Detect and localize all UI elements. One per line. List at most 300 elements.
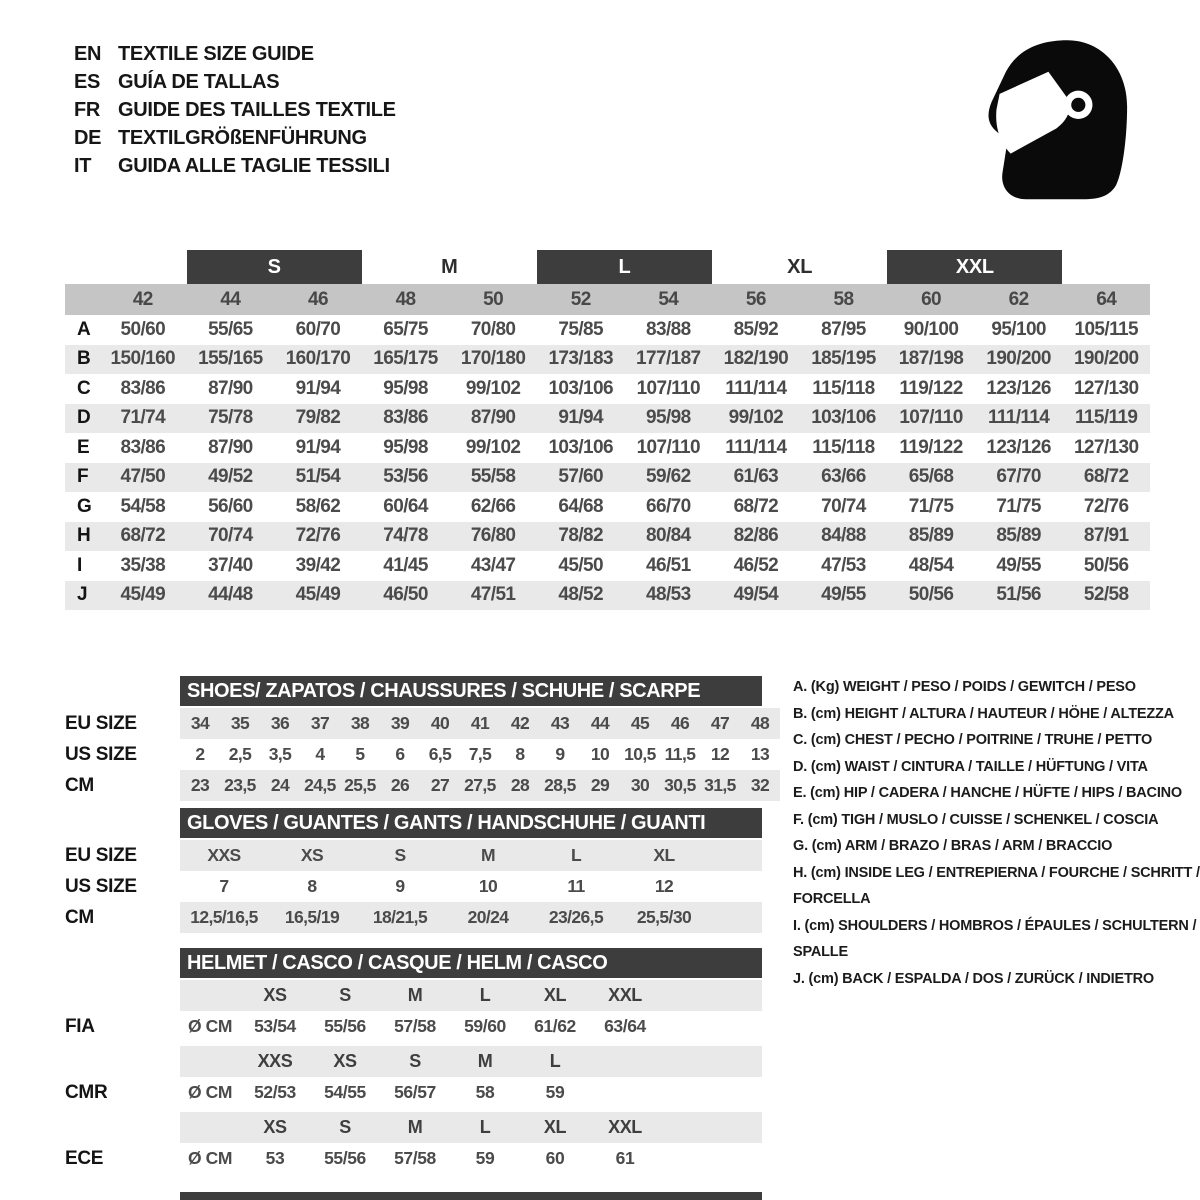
helmet-section bbox=[65, 948, 780, 1178]
value-cell: 78/82 bbox=[558, 525, 603, 547]
value-cell: 85/89 bbox=[996, 525, 1041, 547]
value-cell: 30,5 bbox=[664, 775, 696, 795]
value-cell: 39 bbox=[390, 713, 410, 733]
value-grid bbox=[180, 708, 780, 739]
value-cell: 55/58 bbox=[470, 466, 516, 488]
value-cell: 190/200 bbox=[986, 348, 1051, 370]
value-cell: 185/195 bbox=[811, 348, 876, 370]
value-cell: 119/122 bbox=[899, 436, 963, 458]
row-label: CM bbox=[65, 906, 94, 928]
size-label-cell: L bbox=[549, 1051, 561, 1071]
value-cell: 28 bbox=[510, 775, 530, 795]
value-cell: 48/53 bbox=[646, 584, 691, 606]
value-cell: 13 bbox=[750, 744, 770, 764]
size-band-row bbox=[65, 250, 1150, 284]
size-number-cell: 42 bbox=[132, 288, 153, 310]
value-cell: 38 bbox=[350, 713, 370, 733]
measurement-row bbox=[65, 404, 1150, 434]
language-code: FR bbox=[74, 99, 101, 121]
value-cell: 23/26,5 bbox=[548, 907, 604, 927]
legend-item: A. (Kg) WEIGHT / PESO / POIDS / GEWITCH / PESO bbox=[793, 679, 1136, 695]
language-row bbox=[74, 96, 396, 124]
diameter-unit-cell: Ø CM bbox=[187, 1082, 233, 1102]
row-label: B bbox=[77, 348, 91, 370]
size-row bbox=[65, 770, 780, 801]
value-cell: 82/86 bbox=[733, 525, 779, 547]
value-grid bbox=[180, 1148, 720, 1169]
size-band-m: M bbox=[441, 255, 458, 278]
value-cell: 107/110 bbox=[636, 436, 700, 458]
value-cell: M bbox=[481, 845, 495, 865]
value-cell: 47/50 bbox=[120, 466, 166, 488]
value-grid bbox=[180, 871, 762, 902]
value-cell: 10 bbox=[590, 744, 610, 764]
value-cell: 66/70 bbox=[646, 495, 691, 517]
value-cell: 65/68 bbox=[908, 466, 954, 488]
value-cell: 84/88 bbox=[821, 525, 866, 547]
value-cell: 75/78 bbox=[208, 407, 253, 429]
value-cell: 83/86 bbox=[383, 407, 428, 429]
value-grid bbox=[180, 1082, 720, 1103]
value-cell: 127/130 bbox=[1073, 436, 1139, 458]
value-cell: 177/187 bbox=[636, 348, 701, 370]
value-cell: 123/126 bbox=[986, 436, 1051, 458]
value-cell: 23 bbox=[190, 775, 210, 795]
value-cell: 51/54 bbox=[295, 466, 341, 488]
value-cell: 68/72 bbox=[1083, 466, 1129, 488]
gloves-section-header: GLOVES / GUANTES / GANTS / HANDSCHUHE / GUANTI bbox=[180, 808, 762, 838]
legend-item: C. (cm) CHEST / PECHO / POITRINE / TRUHE / PETTO bbox=[793, 732, 1153, 748]
value-cell: 87/95 bbox=[821, 318, 866, 340]
value-cell: 52/58 bbox=[1083, 584, 1129, 606]
legend-item: G. (cm) ARM / BRAZO / BRAS / ARM / BRACCIO bbox=[793, 838, 1113, 854]
value-cell: 7,5 bbox=[468, 744, 492, 764]
value-cell: 173/183 bbox=[548, 348, 613, 370]
measurement-row bbox=[65, 551, 1150, 581]
value-cell: 70/80 bbox=[470, 318, 516, 340]
gloves-section bbox=[65, 808, 780, 933]
standard-label: ECE bbox=[65, 1147, 104, 1169]
shoes-section bbox=[65, 676, 780, 801]
gloves-rows bbox=[65, 840, 780, 933]
value-cell: 16,5/19 bbox=[284, 907, 340, 927]
diameter-unit-cell: Ø CM bbox=[187, 1148, 233, 1168]
value-cell: 27,5 bbox=[464, 775, 496, 795]
value-cell: 43/47 bbox=[470, 554, 516, 576]
value-cell: 150/160 bbox=[110, 348, 176, 370]
value-cell: 46/51 bbox=[646, 554, 691, 576]
value-cell: 57/58 bbox=[394, 1016, 436, 1036]
value-cell: 72/76 bbox=[1083, 495, 1129, 517]
legend-item: J. (cm) BACK / ESPALDA / DOS / ZURÜCK / INDIETRO bbox=[793, 970, 1154, 987]
size-label-cell: XXL bbox=[608, 985, 642, 1005]
value-cell: 72/76 bbox=[295, 525, 341, 547]
value-cell: 160/170 bbox=[285, 348, 351, 370]
value-cell: 28,5 bbox=[544, 775, 576, 795]
value-cell: 75/85 bbox=[558, 318, 603, 340]
value-cell: 65/75 bbox=[383, 318, 428, 340]
value-cell: XXS bbox=[207, 845, 241, 865]
language-code: DE bbox=[74, 127, 102, 149]
value-cell: 47 bbox=[710, 713, 730, 733]
value-cell: 42 bbox=[510, 713, 530, 733]
value-cell: 50/56 bbox=[908, 584, 954, 606]
row-label: CM bbox=[65, 774, 94, 796]
guide-title: GUIDE DES TAILLES TEXTILE bbox=[118, 99, 396, 121]
value-cell: 170/180 bbox=[460, 348, 526, 370]
language-row bbox=[74, 40, 396, 68]
value-cell: 7 bbox=[219, 876, 229, 896]
value-cell: 61 bbox=[615, 1148, 635, 1168]
value-cell: 90/100 bbox=[903, 318, 959, 340]
row-label: US SIZE bbox=[65, 875, 137, 897]
value-cell: 49/55 bbox=[996, 554, 1041, 576]
value-cell: XS bbox=[300, 845, 324, 865]
value-cell: 37/40 bbox=[208, 554, 253, 576]
value-cell: S bbox=[394, 845, 406, 865]
value-cell: 2,5 bbox=[228, 744, 252, 764]
value-cell: 48/54 bbox=[908, 554, 954, 576]
value-cell: 50/56 bbox=[1083, 554, 1129, 576]
value-cell: 60 bbox=[545, 1148, 565, 1168]
helmet-size-row bbox=[180, 980, 762, 1011]
value-cell: 115/119 bbox=[1075, 407, 1138, 429]
value-cell: 40 bbox=[430, 713, 450, 733]
value-cell: 50/60 bbox=[120, 318, 166, 340]
value-cell: 61/62 bbox=[534, 1016, 576, 1036]
value-cell: 58/62 bbox=[295, 495, 341, 517]
value-cell: 56/60 bbox=[208, 495, 253, 517]
size-label-cell: XXS bbox=[257, 1051, 293, 1071]
value-cell: 95/98 bbox=[383, 436, 428, 458]
legend-item: I. (cm) SHOULDERS / HOMBROS / ÉPAULES / SCHULTERN / SPALLE bbox=[793, 917, 1197, 960]
value-cell: 49/55 bbox=[821, 584, 866, 606]
value-cell: 91/94 bbox=[558, 407, 603, 429]
size-label-cell: S bbox=[339, 985, 351, 1005]
value-cell: XL bbox=[653, 845, 675, 865]
value-cell: 11,5 bbox=[664, 744, 696, 764]
value-cell: 123/126 bbox=[986, 377, 1051, 399]
size-label-cell: S bbox=[339, 1117, 351, 1137]
value-cell: 11 bbox=[567, 876, 585, 896]
standard-label: CMR bbox=[65, 1081, 108, 1103]
helmet-rows bbox=[65, 980, 780, 1174]
guide-title: TEXTILGRÖßENFÜHRUNG bbox=[118, 127, 367, 149]
size-label-cell: XS bbox=[263, 985, 287, 1005]
value-cell: 34 bbox=[190, 713, 210, 733]
value-cell: 55/56 bbox=[324, 1016, 366, 1036]
value-cell: 187/198 bbox=[898, 348, 964, 370]
measurement-row bbox=[65, 522, 1150, 552]
value-cell: 35 bbox=[230, 713, 250, 733]
size-number-header-row bbox=[65, 284, 1150, 315]
value-cell: 105/115 bbox=[1074, 318, 1138, 340]
value-cell: 6 bbox=[395, 744, 405, 764]
value-cell: 41 bbox=[470, 713, 490, 733]
textile-size-table bbox=[65, 250, 1150, 610]
value-cell: 26 bbox=[390, 775, 410, 795]
value-cell: 71/75 bbox=[908, 495, 954, 517]
row-label: C bbox=[77, 377, 91, 399]
measurement-row bbox=[65, 315, 1150, 345]
value-cell: 43 bbox=[550, 713, 570, 733]
value-cell: 53/56 bbox=[383, 466, 428, 488]
value-cell: 41/45 bbox=[383, 554, 428, 576]
size-label-cell: L bbox=[479, 1117, 491, 1137]
value-cell: 12 bbox=[710, 744, 730, 764]
value-cell: L bbox=[570, 845, 582, 865]
value-cell: 70/74 bbox=[821, 495, 866, 517]
value-cell: 39/42 bbox=[295, 554, 341, 576]
value-cell: 95/98 bbox=[383, 377, 428, 399]
helmet-data-row bbox=[65, 1011, 780, 1042]
value-cell: 47/53 bbox=[821, 554, 866, 576]
value-cell: 55/65 bbox=[208, 318, 253, 340]
size-number-cell: 48 bbox=[395, 288, 416, 310]
value-cell: 8 bbox=[307, 876, 317, 896]
language-row bbox=[74, 124, 396, 152]
row-label: EU SIZE bbox=[65, 844, 137, 866]
value-cell: 87/91 bbox=[1083, 525, 1129, 547]
row-label: F bbox=[77, 466, 89, 488]
helmet-data-row bbox=[65, 1143, 780, 1174]
value-cell: 20/24 bbox=[467, 907, 509, 927]
value-cell: 95/98 bbox=[646, 407, 691, 429]
value-cell: 24,5 bbox=[304, 775, 336, 795]
value-grid bbox=[180, 840, 762, 871]
value-cell: 6,5 bbox=[428, 744, 452, 764]
size-label-cell: XL bbox=[543, 1117, 567, 1137]
value-cell: 55/56 bbox=[324, 1148, 366, 1168]
language-code: EN bbox=[74, 43, 102, 65]
value-cell: 23,5 bbox=[224, 775, 256, 795]
value-grid bbox=[180, 902, 762, 933]
value-cell: 31,5 bbox=[704, 775, 736, 795]
value-cell: 87/90 bbox=[470, 407, 516, 429]
value-cell: 45/50 bbox=[558, 554, 603, 576]
value-cell: 12,5/16,5 bbox=[190, 907, 258, 927]
row-label: E bbox=[77, 436, 90, 458]
helmet-size-row bbox=[180, 1112, 762, 1143]
value-cell: 59/62 bbox=[646, 466, 691, 488]
size-row bbox=[65, 871, 780, 902]
value-cell: 30 bbox=[630, 775, 650, 795]
size-label-cell: XS bbox=[333, 1051, 357, 1071]
value-cell: 155/165 bbox=[198, 348, 263, 370]
value-cell: 3,5 bbox=[268, 744, 292, 764]
size-number-cell: 62 bbox=[1008, 288, 1029, 310]
helmet-data-row bbox=[65, 1077, 780, 1108]
value-grid bbox=[180, 739, 780, 770]
value-cell: 46 bbox=[670, 713, 690, 733]
value-cell: 95/100 bbox=[991, 318, 1046, 340]
value-cell: 35/38 bbox=[120, 554, 166, 576]
value-cell: 24 bbox=[270, 775, 290, 795]
value-cell: 165/175 bbox=[373, 348, 438, 370]
value-cell: 47/51 bbox=[470, 584, 516, 606]
size-label-cell: M bbox=[477, 1051, 493, 1071]
value-cell: 182/190 bbox=[723, 348, 789, 370]
value-grid bbox=[180, 770, 780, 801]
value-cell: 2 bbox=[195, 744, 205, 764]
shoes-section-header: SHOES/ ZAPATOS / CHAUSSURES / SCHUHE / SCARPE bbox=[180, 676, 762, 706]
measurement-row bbox=[65, 345, 1150, 375]
value-cell: 58 bbox=[475, 1082, 495, 1102]
size-number-cell: 50 bbox=[483, 288, 504, 310]
value-cell: 59 bbox=[545, 1082, 565, 1102]
row-label: D bbox=[77, 407, 91, 429]
measurement-row bbox=[65, 463, 1150, 493]
size-number-cell: 54 bbox=[658, 288, 679, 310]
value-cell: 68/72 bbox=[120, 525, 166, 547]
value-cell: 32 bbox=[750, 775, 770, 795]
value-cell: 83/86 bbox=[120, 377, 166, 399]
size-label-cell: M bbox=[407, 1117, 423, 1137]
measurement-row bbox=[65, 581, 1150, 611]
value-cell: 111/114 bbox=[725, 377, 787, 399]
measurement-row bbox=[65, 374, 1150, 404]
value-cell: 64/68 bbox=[558, 495, 603, 517]
value-cell: 10 bbox=[478, 876, 498, 896]
helmet-size-row bbox=[180, 1046, 762, 1077]
value-cell: 111/114 bbox=[725, 436, 787, 458]
value-cell: 51/56 bbox=[996, 584, 1041, 606]
value-cell: 49/54 bbox=[733, 584, 779, 606]
legend-item: E. (cm) HIP / CADERA / HANCHE / HÜFTE / HIPS / BACINO bbox=[793, 785, 1182, 801]
size-band-xl: XL bbox=[787, 255, 813, 278]
size-label-cell: M bbox=[407, 985, 423, 1005]
value-cell: 83/86 bbox=[120, 436, 166, 458]
value-cell: 56/57 bbox=[394, 1082, 436, 1102]
racing-helmet-icon bbox=[982, 34, 1140, 204]
value-cell: 57/60 bbox=[558, 466, 603, 488]
value-grid bbox=[180, 1016, 720, 1037]
value-cell: 36 bbox=[270, 713, 290, 733]
value-cell: 4 bbox=[315, 744, 325, 764]
value-cell: 60/64 bbox=[383, 495, 428, 517]
value-cell: 107/110 bbox=[899, 407, 963, 429]
language-code: ES bbox=[74, 71, 101, 93]
value-cell: 107/110 bbox=[636, 377, 700, 399]
value-cell: 45/49 bbox=[295, 584, 341, 606]
cropped-section-bar bbox=[180, 1192, 762, 1200]
size-row bbox=[65, 708, 780, 739]
value-cell: 53/54 bbox=[254, 1016, 296, 1036]
size-row bbox=[65, 902, 780, 933]
measurement-rows bbox=[65, 315, 1150, 610]
value-cell: 115/118 bbox=[812, 377, 875, 399]
legend-item: B. (cm) HEIGHT / ALTURA / HAUTEUR / HÖHE / ALTEZZA bbox=[793, 705, 1174, 722]
language-title-block bbox=[74, 40, 396, 180]
row-label: G bbox=[77, 495, 92, 517]
value-cell: 111/114 bbox=[987, 407, 1050, 429]
size-band-xxl: XXL bbox=[887, 250, 1062, 284]
value-cell: 76/80 bbox=[470, 525, 516, 547]
row-label: H bbox=[77, 525, 91, 547]
value-cell: 119/122 bbox=[899, 377, 963, 399]
size-number-cell: 56 bbox=[745, 288, 766, 310]
value-cell: 63/66 bbox=[821, 466, 866, 488]
value-cell: 71/75 bbox=[996, 495, 1041, 517]
measurement-row bbox=[65, 492, 1150, 522]
value-cell: 49/52 bbox=[208, 466, 253, 488]
value-cell: 99/102 bbox=[465, 436, 521, 458]
value-cell: 70/74 bbox=[208, 525, 253, 547]
value-cell: 18/21,5 bbox=[372, 907, 428, 927]
value-cell: 87/90 bbox=[208, 377, 253, 399]
value-cell: 46/50 bbox=[383, 584, 428, 606]
value-cell: 25,5 bbox=[344, 775, 376, 795]
value-cell: 61/63 bbox=[733, 466, 779, 488]
value-cell: 44 bbox=[590, 713, 610, 733]
value-cell: 71/74 bbox=[120, 407, 166, 429]
value-cell: 91/94 bbox=[295, 377, 341, 399]
value-cell: 99/102 bbox=[465, 377, 521, 399]
value-cell: 54/55 bbox=[324, 1082, 366, 1102]
value-cell: 12 bbox=[654, 876, 674, 896]
language-code: IT bbox=[74, 155, 92, 177]
row-label: A bbox=[77, 318, 91, 340]
value-cell: 25,5/30 bbox=[636, 907, 692, 927]
size-number-cell: 64 bbox=[1096, 288, 1117, 310]
guide-title: GUIDA ALLE TAGLIE TESSILI bbox=[118, 155, 390, 177]
value-cell: 9 bbox=[395, 876, 405, 896]
row-label: EU SIZE bbox=[65, 712, 137, 734]
value-cell: 27 bbox=[430, 775, 450, 795]
diameter-unit-cell: Ø CM bbox=[187, 1016, 233, 1036]
value-cell: 53 bbox=[265, 1148, 285, 1168]
size-label-cell: S bbox=[409, 1051, 421, 1071]
size-number-cell: 60 bbox=[921, 288, 941, 310]
size-label-cell: L bbox=[479, 985, 491, 1005]
value-cell: 85/89 bbox=[908, 525, 954, 547]
row-label: I bbox=[77, 554, 82, 576]
size-label-cell: XXL bbox=[608, 1117, 642, 1137]
value-cell: 91/94 bbox=[295, 436, 341, 458]
value-cell: 9 bbox=[555, 744, 565, 764]
value-cell: 44/48 bbox=[208, 584, 253, 606]
value-cell: 85/92 bbox=[733, 318, 779, 340]
value-cell: 59 bbox=[475, 1148, 495, 1168]
value-cell: 62/66 bbox=[470, 495, 516, 517]
value-cell: 115/118 bbox=[812, 436, 875, 458]
size-number-cell: 46 bbox=[307, 288, 328, 310]
shoes-rows bbox=[65, 708, 780, 801]
value-cell: 74/78 bbox=[383, 525, 428, 547]
value-cell: 48 bbox=[750, 713, 770, 733]
value-cell: 59/60 bbox=[464, 1016, 506, 1036]
size-row bbox=[65, 739, 780, 770]
size-band-l: L bbox=[537, 250, 712, 284]
value-cell: 103/106 bbox=[548, 377, 613, 399]
guide-title: GUÍA DE TALLAS bbox=[118, 71, 280, 93]
helmet-section-header: HELMET / CASCO / CASQUE / HELM / CASCO bbox=[180, 948, 762, 978]
value-cell: 60/70 bbox=[295, 318, 341, 340]
value-cell: 83/88 bbox=[646, 318, 691, 340]
measurement-legend bbox=[793, 674, 1200, 992]
value-cell: 57/58 bbox=[394, 1148, 436, 1168]
value-cell: 45/49 bbox=[120, 584, 166, 606]
language-row bbox=[74, 68, 396, 96]
size-band-s: S bbox=[187, 250, 362, 284]
language-row bbox=[74, 152, 396, 180]
value-cell: 54/58 bbox=[120, 495, 166, 517]
value-cell: 63/64 bbox=[604, 1016, 646, 1036]
legend-item: D. (cm) WAIST / CINTURA / TAILLE / HÜFTUNG / VITA bbox=[793, 758, 1148, 775]
standard-label: FIA bbox=[65, 1015, 95, 1037]
value-cell: 80/84 bbox=[646, 525, 691, 547]
size-label-cell: XL bbox=[543, 985, 567, 1005]
